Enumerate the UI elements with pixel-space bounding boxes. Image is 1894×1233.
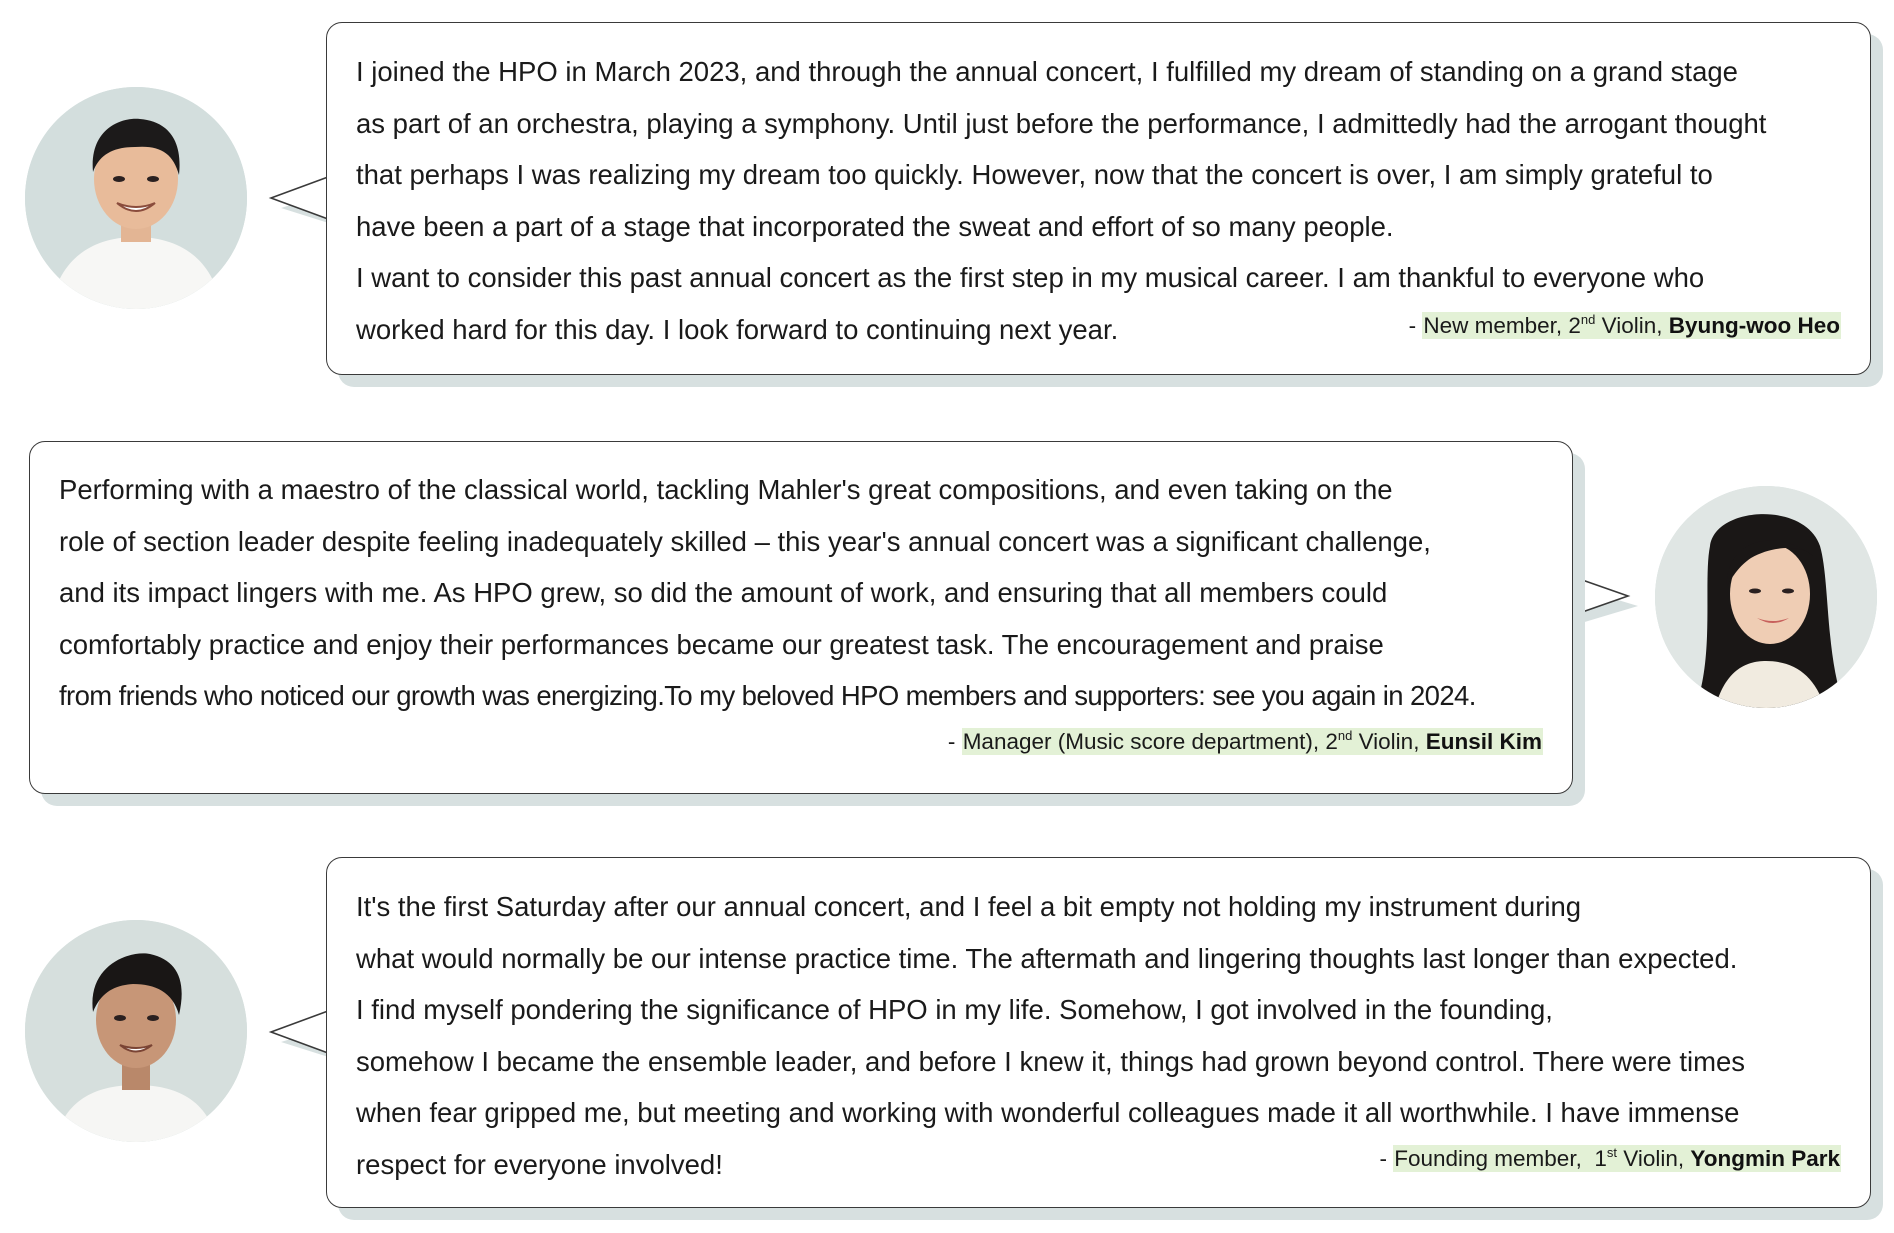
testimonial-line: when fear gripped me, but meeting and working with wonderful colleagues made it all worthwhile. I have immense [356, 1097, 1740, 1128]
speech-bubble-tail-left [268, 170, 328, 230]
testimonial-line: somehow I became the ensemble leader, and before I knew it, things had grown beyond control. There were times [356, 1045, 1746, 1077]
testimonial-line: I joined the HPO in March 2023, and through the annual concert, I fulfilled my dream of standing on a grand stage [356, 56, 1738, 87]
speech-bubble-tail-right [1568, 568, 1640, 628]
testimonial-bubble-3 [326, 857, 1871, 1208]
signature-name: Yongmin Park [1690, 1146, 1840, 1171]
signature-name: Eunsil Kim [1425, 729, 1542, 754]
testimonial-line: what would normally be our intense practice time. The aftermath and lingering thoughts last longer than expected. [356, 942, 1738, 974]
testimonial-line: I find myself pondering the significance of HPO in my life. Somehow, I got involved in the founding, [356, 994, 1553, 1025]
portrait-young-woman-icon [1655, 486, 1877, 708]
testimonial-line: comfortably practice and enjoy their performances became our greatest task. The encouragement and praise [59, 628, 1384, 660]
portrait-young-man-icon [25, 87, 247, 309]
testimonial-line: that perhaps I was realizing my dream too quickly. However, now that the concert is over, I am simply grateful to [356, 159, 1713, 190]
testimonial-line: have been a part of a stage that incorporated the sweat and effort of so many people. [356, 210, 1394, 242]
testimonial-signature: - Founding member, 1st Violin, Yongmin Park [1379, 1145, 1840, 1171]
testimonial-signature: - New member, 2nd Violin, Byung-woo Heo [1408, 312, 1840, 338]
testimonial-bubble-2 [29, 441, 1573, 794]
portrait-man-icon [25, 920, 247, 1142]
testimonial-line: It's the first Saturday after our annual concert, and I feel a bit empty not holding my instrument during [356, 891, 1582, 922]
testimonial-line: Performing with a maestro of the classical world, tackling Mahler's great compositions, and even taking on the [59, 474, 1393, 505]
signature-name: Byung-woo Heo [1668, 313, 1840, 338]
avatar-byung-woo-heo [25, 87, 247, 309]
testimonial-line: worked hard for this day. I look forward to continuing next year. [356, 313, 1119, 345]
testimonial-line: and its impact lingers with me. As HPO grew, so did the amount of work, and ensuring that all members could [59, 577, 1388, 608]
testimonial-line: from friends who noticed our growth was energizing.To my beloved HPO members and supporters: see you again in 2024. [59, 680, 1476, 711]
testimonial-signature: - Manager (Music score department), 2nd Violin, Eunsil Kim [947, 728, 1542, 754]
testimonial-line: role of section leader despite feeling inadequately skilled – this year's annual concert was a significant challenge, [59, 525, 1431, 557]
testimonial-line: respect for everyone involved! [356, 1148, 723, 1180]
testimonial-line: as part of an orchestra, playing a symphony. Until just before the performance, I admittedly had the arrogant thought [356, 107, 1767, 139]
testimonial-bubble-1 [326, 22, 1871, 375]
testimonial-line: I want to consider this past annual concert as the first step in my musical career. I am thankful to everyone who [356, 262, 1705, 293]
avatar-yongmin-park [25, 920, 247, 1142]
speech-bubble-tail-left [268, 1004, 328, 1064]
avatar-eunsil-kim [1655, 486, 1877, 708]
